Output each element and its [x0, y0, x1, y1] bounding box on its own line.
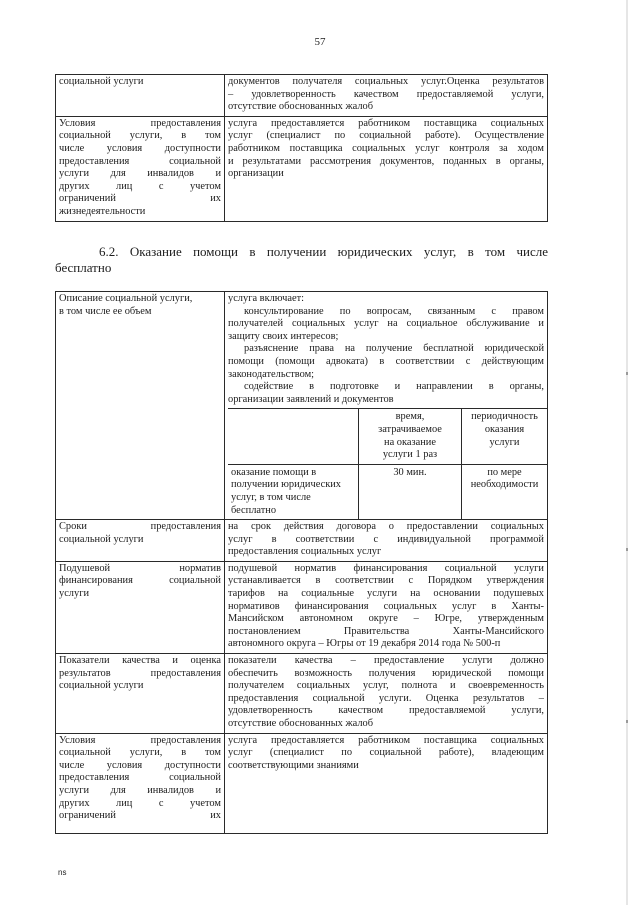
table-row [56, 520, 548, 562]
text-line: услуги для инвалидов и [59, 168, 221, 180]
text-line: бесплатно [231, 504, 277, 516]
text-line: услуги для инвалидов и [59, 784, 221, 796]
text-line: и результатами рассмотрения документов, поданных в органы, [228, 155, 544, 167]
text-line: соответствующими знаниями [228, 759, 359, 771]
text-line: организации [228, 168, 284, 180]
text-line: нормативов финансирования социальных услуг в Ханты- [228, 600, 544, 612]
text-line: документов получателя социальных услуг.Оценка результатов [228, 76, 544, 87]
text-line: Условия предоставления [59, 117, 221, 129]
table-row [228, 409, 547, 464]
norm-label [56, 561, 225, 653]
text-line: услуги 1 раз [382, 449, 438, 461]
description-label [56, 292, 225, 520]
table-row [56, 292, 548, 520]
text-line: Условия предоставления [59, 734, 221, 746]
conditions-content [225, 733, 548, 833]
text-line: получении юридических [231, 479, 341, 491]
text-line: на оказание [384, 436, 436, 448]
table-continued [55, 74, 548, 222]
section-heading [55, 244, 548, 276]
row1-right [225, 75, 548, 117]
text-line: разъяснение права на получение бесплатной юридической [244, 343, 544, 355]
text-line: услуг в соответствии с индивидуальной программой [228, 533, 544, 545]
text-line: постановлением Правительства Ханты-Мансийского [228, 625, 544, 637]
row2-left [56, 116, 225, 221]
text-line: результатов предоставления [59, 667, 221, 679]
text-line: предоставления социальных услуг [228, 546, 382, 558]
text-line: на срок действия договора о предоставлении социальных [228, 521, 544, 533]
text-line: числе условия доступности [59, 759, 221, 771]
text-line: защиту своих интересов; [228, 330, 339, 342]
text-line: по мере [487, 466, 522, 478]
text-line: 30 мин. [393, 466, 427, 478]
text-line: периодичность [471, 411, 538, 423]
text-line: Мансийском автономном округе – Югре, утвержденным [228, 613, 544, 625]
text-line: социальной услуги [59, 533, 144, 545]
norm-content [225, 561, 548, 653]
subtable-time-value [359, 464, 462, 519]
text-line: услуги [489, 436, 520, 448]
time-subtable [228, 408, 547, 519]
row1-left [56, 75, 225, 117]
service-table [55, 291, 548, 834]
quality-content [225, 654, 548, 734]
subtable-empty-cell [228, 409, 359, 464]
text-line: предоставления социальной [59, 772, 221, 784]
text-line: работником поставщика социальных услуг контроля за ходом [228, 142, 544, 154]
text-line: услуга предоставляется работником поставщика социальных [228, 117, 544, 129]
text-line: жизнедеятельности [59, 205, 146, 217]
text-line: Показатели качества и оценка [59, 655, 221, 667]
table-row [56, 733, 548, 833]
terms-label [56, 520, 225, 562]
text-line: услуг, в том числе [231, 491, 311, 503]
description-content [225, 292, 548, 520]
table-row [56, 116, 548, 221]
table-row [56, 654, 548, 734]
table-row [228, 464, 547, 519]
text-line: Описание социальной услуги, [59, 293, 193, 304]
text-line: социальной услуги [59, 680, 144, 692]
text-line: получателем социальных услуг, полнота и своевременность [228, 680, 544, 692]
conditions-label [56, 733, 225, 833]
text-line: показатели качества – предоставление услуги должно [228, 655, 544, 667]
text-line: социальной услуги, в том [59, 747, 221, 759]
quality-label [56, 654, 225, 734]
text-line: устанавливается в соответствии с Порядком утверждения [228, 575, 544, 587]
terms-content [225, 520, 548, 562]
text-line: ограничений их [59, 810, 221, 822]
text-line: других лиц с учетом [59, 797, 221, 809]
text-line: автономного округа – Югры от 19 декабря 2014 года № 500-п [228, 638, 501, 650]
scan-edge-shadow [626, 0, 628, 905]
text-line: удовлетворенность качеством предоставляемой услуги, [228, 705, 544, 717]
heading-line: бесплатно [55, 260, 112, 275]
table-row [56, 75, 548, 117]
text-line: отсутствие обоснованных жалоб [228, 718, 374, 729]
scan-mark [626, 548, 628, 551]
text-line: подушевой норматив финансирования социальной услуги [228, 562, 544, 574]
footer-mark: ns [58, 868, 67, 877]
text-line: время, [395, 411, 425, 423]
text-line: помощи (помощи адвоката) в соответствии с действующим [228, 355, 544, 367]
text-line: предоставления социальной [59, 155, 221, 167]
subtable-header-time [359, 409, 462, 464]
text-line: социальной услуги, в том [59, 130, 221, 142]
text-line: тарифов на социальные услуги на основании подушевых [228, 588, 544, 600]
table-row [56, 561, 548, 653]
text-line: – удовлетворенность качеством предоставляемой услуги, [228, 88, 544, 100]
text-line: обеспечить возможность получения юридической помощи [228, 667, 544, 679]
subtable-frequency-value [462, 464, 548, 519]
text-line: необходимости [470, 479, 539, 491]
text-line: затрачиваемое [378, 423, 442, 435]
subtable-row-label [228, 464, 359, 519]
text-line: консультирование по вопросам, связанным с правом [244, 305, 544, 317]
subtable-header-frequency [462, 409, 548, 464]
text-line: получателей социальных услуг на социальное обслуживание и [228, 318, 544, 330]
page-number: 57 [314, 36, 326, 48]
text-line: Сроки предоставления [59, 521, 221, 533]
text-line: услуга предоставляется работником поставщика социальных [228, 734, 544, 746]
text-line: услуг (специалист по социальной работе). Осуществление [228, 130, 544, 142]
text-line: организации заявлений и документов [228, 393, 394, 405]
text-line: социальной услуги [59, 76, 144, 87]
text-line: других лиц с учетом [59, 180, 221, 192]
text-line: услуг (специалист по социальной работе), владеющим [228, 747, 544, 759]
text-line: Подушевой норматив [59, 562, 221, 574]
text-line: предоставления социальной услуги. Оценка результатов – [228, 692, 544, 704]
text-line: услуги [59, 588, 90, 600]
text-line: услуга включает: [228, 293, 305, 304]
text-line: оказания [484, 423, 525, 435]
text-line: финансирования социальной [59, 575, 221, 587]
text-line: законодательством; [228, 368, 315, 380]
scan-mark [626, 372, 628, 375]
text-line: числе условия доступности [59, 142, 221, 154]
text-line: оказание помощи в [231, 466, 317, 478]
text-line: отсутствие обоснованных жалоб [228, 101, 374, 113]
text-line: в том числе ее объем [59, 305, 152, 317]
scan-mark [626, 720, 628, 723]
text-line: ограничений их [59, 193, 221, 205]
row2-right [225, 116, 548, 221]
text-line: содействие в подготовке и направлении в органы, [244, 381, 544, 393]
heading-line: 6.2. Оказание помощи в получении юридических услуг, в том числе [99, 244, 548, 259]
